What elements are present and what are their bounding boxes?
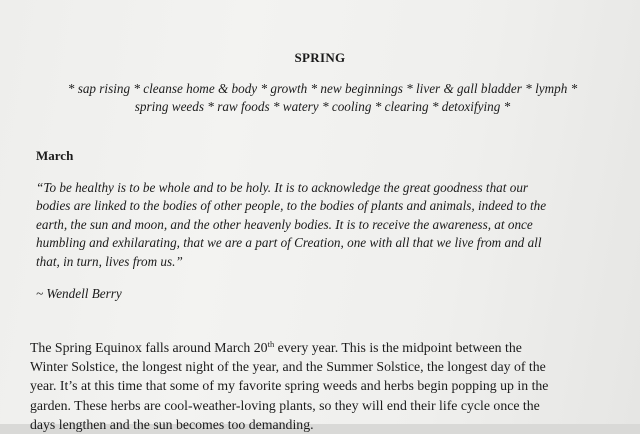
body-line: days lengthen and the sun becomes too demanding. bbox=[30, 416, 314, 432]
quote-line: that, in turn, lives from us.” bbox=[36, 253, 183, 269]
quote-attribution: ~ Wendell Berry bbox=[36, 286, 122, 301]
body-paragraph bbox=[30, 338, 630, 434]
body-line bbox=[30, 338, 630, 357]
section-heading: March bbox=[36, 148, 74, 163]
quote-block bbox=[36, 179, 624, 271]
keyword-list bbox=[25, 80, 620, 116]
quote-line: humbling and exhilarating, that we are a part of Creation, one with all that we live from and all bbox=[36, 235, 542, 251]
body-line: garden. These herbs are cool-weather-loving plants, so they will end their life cycle once the bbox=[30, 397, 540, 413]
quote-line: earth, the sun and moon, and the other heavenly bodies. It is to receive the awareness, at once bbox=[36, 216, 533, 232]
ordinal-suffix: th bbox=[267, 339, 275, 349]
body-line: year. It’s at this time that some of my favorite spring weeds and herbs begin popping up in the bbox=[30, 378, 549, 394]
page-title: SPRING bbox=[294, 50, 346, 65]
body-line-1-start: The Spring Equinox falls around March 20 bbox=[30, 340, 268, 355]
quote-line: bodies are linked to the bodies of other people, to the bodies of plants and animals, indeed to the bbox=[36, 198, 547, 214]
body-line: Winter Solstice, the longest night of the year, and the Summer Solstice, the longest day of the bbox=[30, 359, 546, 375]
keyword-line-1: * sap rising * cleanse home & body * growth * new beginnings * liver & gall bladder * lymph * bbox=[67, 81, 578, 96]
quote-line: “To be healthy is to be whole and to be holy. It is to acknowledge the great goodness that our bbox=[36, 180, 529, 195]
body-line-1-end: every year. This is the midpoint between the bbox=[274, 340, 522, 355]
keyword-line-2: spring weeds * raw foods * watery * cooling * clearing * detoxifying * bbox=[134, 99, 511, 114]
